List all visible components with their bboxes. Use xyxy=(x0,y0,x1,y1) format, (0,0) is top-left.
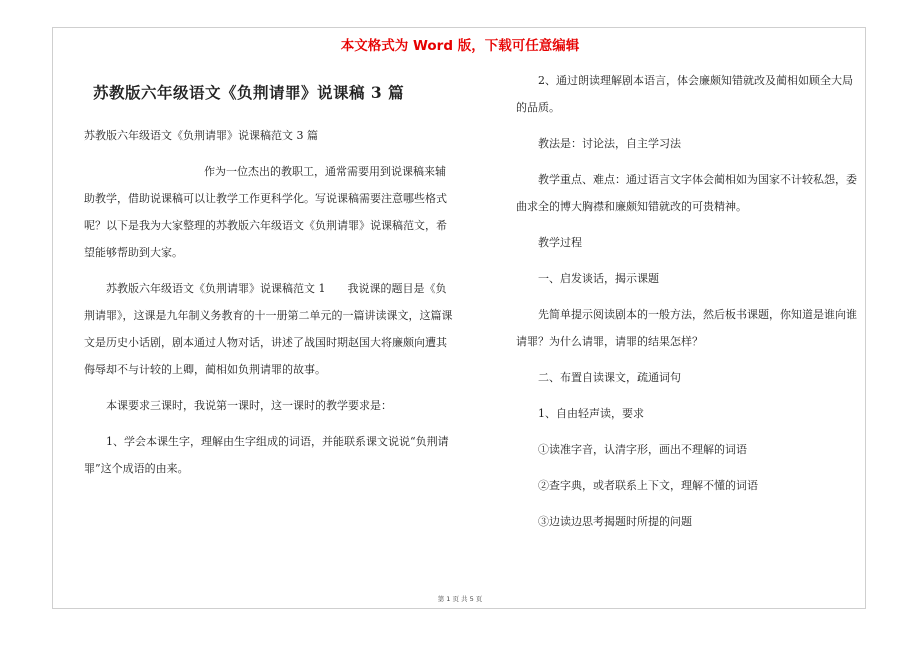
goal-two-paragraph: 2、通过朗读理解剧本语言，体会廉颇知错就改及蔺相如顾全大局的品质。 xyxy=(516,74,853,114)
subtitle-paragraph: 苏教版六年级语文《负荆请罪》说课稿范文 3 篇 xyxy=(84,129,318,142)
step-one-heading: 一、启发谈话，揭示课题 xyxy=(538,272,659,285)
requirement-item-2: ②查字典，或者联系上下文，理解不懂的词语 xyxy=(538,479,758,492)
read-requirement: 1、自由轻声读，要求 xyxy=(538,407,644,420)
requirement-item-1: ①读准字音，认清字形，画出不理解的词语 xyxy=(538,443,747,456)
goal-one-paragraph: 1、学会本课生字，理解由生字组成的词语，并能联系课文说说“负荆请罪”这个成语的由来。 xyxy=(84,435,449,475)
teaching-method: 教法是：讨论法，自主学习法 xyxy=(538,137,681,150)
word-format-banner: 本文格式为 Word 版，下载可任意编辑 xyxy=(340,38,580,54)
lesson-requirement-paragraph: 本课要求三课时，我说第一课时，这一课时的教学要求是： xyxy=(106,399,392,412)
intro-paragraph: 作为一位杰出的教职工，通常需要用到说课稿来辅助教学，借助说课稿可以让教学工作更科学化。写说课稿需要注意哪些格式呢？以下是我为大家整理的苏教版六年级语文《负荆请罪》说课稿范文，希望能够帮助到大家。 xyxy=(84,165,447,259)
left-column xyxy=(84,76,456,482)
sample-one-paragraph: 苏教版六年级语文《负荆请罪》说课稿范文 1 我说课的题目是《负荆请罪》，这课是九年制义务教育的十一册第二单元的一篇讲读课文，这篇课文是历史小话剧，剧本通过人物对话，讲述了战国时期赵国大将廉颇向遭其侮辱却不与计较的上卿，蔺相如负荆请罪的故事。 xyxy=(84,282,453,376)
process-heading: 教学过程 xyxy=(538,236,582,249)
page-number: 第 1 页 共 5 页 xyxy=(437,595,483,603)
document-title: 苏教版六年级语文《负荆请罪》说课稿 3 篇 xyxy=(93,83,405,102)
step-two-heading: 二、布置自读课文，疏通词句 xyxy=(538,371,681,384)
step-one-paragraph: 先简单提示阅读剧本的一般方法，然后板书课题，你知道是谁向谁请罪？为什么请罪，请罪的结果怎样？ xyxy=(516,308,857,348)
key-points-paragraph: 教学重点、难点：通过语言文字体会蔺相如为国家不计较私怨，委曲求全的博大胸襟和廉颇知错就改的可贵精神。 xyxy=(516,173,857,213)
requirement-item-3: ③边读边思考揭题时所提的问题 xyxy=(538,515,692,528)
right-column xyxy=(516,76,862,544)
